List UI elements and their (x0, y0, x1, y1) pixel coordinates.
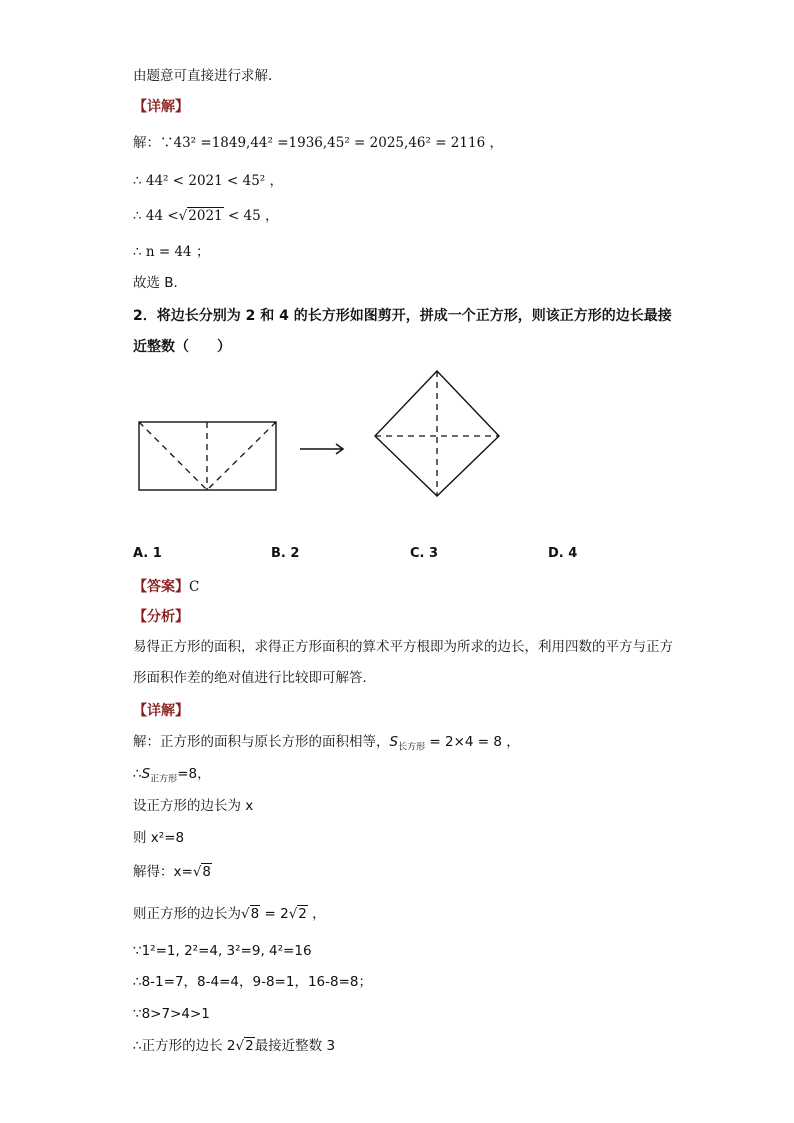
detail-line: ∴8-1=7，8-4=4，9-8=1，16-8=8； (133, 974, 372, 990)
detail-line: ∵8>7>4>1 (133, 1006, 210, 1022)
text-fragment: ∴ (133, 766, 142, 782)
detail-line: ∵1²=1, 2²=4, 3²=9, 4²=16 (133, 943, 312, 959)
radicand: 2 (245, 1038, 254, 1054)
question-text: 2．将边长分别为 2 和 4 的长方形如图剪开，拼成一个正方形，则该正方形的边长最接 (133, 308, 672, 324)
text-fragment: < 45 ， (227, 208, 279, 224)
inequality-line: ∴ 44² < 2021 < 45² ， (133, 173, 283, 189)
analysis-tag: 【分析】 (133, 609, 189, 625)
detail-line (133, 733, 520, 757)
detail-line: 设正方形的边长为 x (133, 798, 254, 814)
text-fragment: ， (307, 906, 326, 922)
option-c: C. 3 (410, 546, 439, 561)
area-symbol: S (141, 766, 151, 782)
detail-line: 解得：x=√8 (133, 864, 212, 880)
cut-rectangle-figure (130, 360, 510, 510)
text-fragment: = 2×4 = 8 ， (425, 734, 520, 750)
text-fragment: 解得：x= (133, 864, 193, 880)
text-fragment: 则正方形的边长为 (133, 906, 241, 922)
option-b: B. 2 (271, 546, 300, 561)
text-fragment: ∴ 44 < (133, 208, 179, 224)
text-fragment: 解：正方形的面积与原长方形的面积相等， (133, 734, 390, 750)
arrow-icon (300, 444, 343, 454)
subscript: 长方形 (398, 742, 426, 753)
result-line: ∴ n = 44 ； (133, 244, 210, 260)
text-fragment: = 2 (260, 906, 289, 922)
area-symbol: S (389, 734, 399, 750)
detail-tag: 【详解】 (133, 703, 189, 719)
text-fragment: =8， (177, 766, 211, 782)
subscript: 正方形 (150, 774, 178, 785)
radicand: 2 (298, 906, 307, 922)
detail-tag: 【详解】 (133, 99, 189, 115)
radicand: 8 (250, 906, 260, 922)
square-shape (375, 371, 499, 496)
text-fragment: ∴正方形的边长 2 (133, 1038, 236, 1054)
choice-line: 故选 B． (133, 275, 188, 291)
option-a: A. 1 (133, 546, 162, 561)
rectangle-cut-lines (139, 422, 276, 490)
detail-line: 则正方形的边长为√8 = 2√2 ， (133, 906, 326, 922)
analysis-text: 易得正方形的面积，求得正方形面积的算术平方根即为所求的边长，利用四数的平方与正方形面积作差的绝对值进行比较即可解答． (133, 639, 673, 686)
answer-line (133, 578, 199, 596)
detail-line (133, 765, 211, 789)
detail-line: 则 x²=8 (133, 830, 185, 846)
detail-line: ∴正方形的边长 2√2最接近整数 3 (133, 1038, 336, 1054)
option-d: D. 4 (548, 546, 578, 561)
text-line: 由题意可直接进行求解． (133, 68, 282, 84)
radicand: 8 (202, 864, 212, 880)
square-cut-lines (375, 371, 499, 496)
text-fragment: 最接近整数 3 (254, 1038, 336, 1054)
sqrt-inequality-line: ∴ 44 <√2021 < 45 ， (133, 208, 279, 224)
answer-value: C (189, 579, 200, 595)
radicand: 2021 (188, 208, 223, 224)
equation-line: 解：∵43² =1849,44² =1936,45² = 2025,46² = 2116 ， (133, 135, 503, 151)
question-text-cont: 近整数（ ） (133, 339, 231, 355)
answer-tag: 【答案】 (133, 579, 189, 595)
